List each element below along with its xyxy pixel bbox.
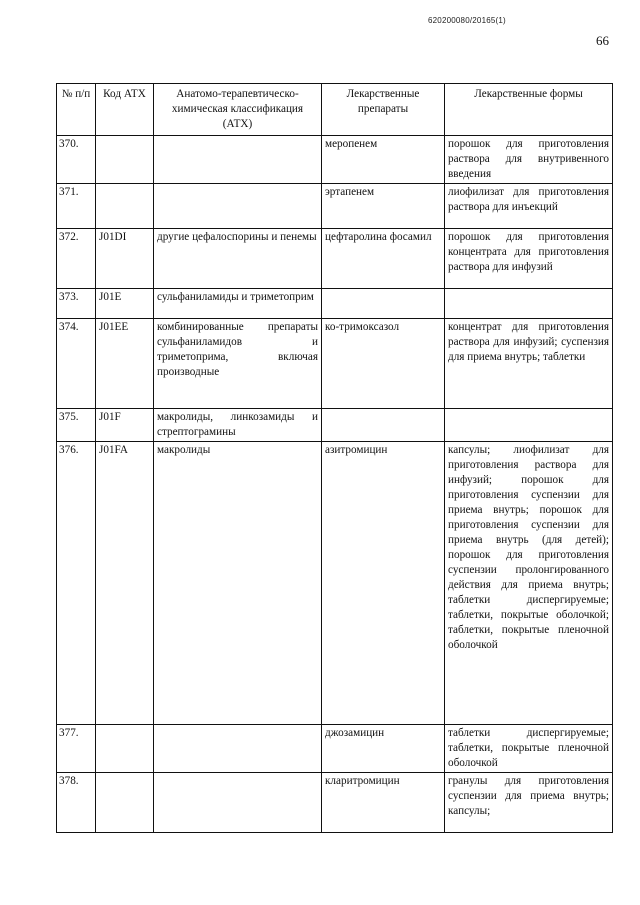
row-forms: гранулы для приготовления суспензии для приема внутрь; капсулы; xyxy=(445,773,613,833)
row-atc xyxy=(154,136,322,184)
row-atc xyxy=(154,184,322,229)
row-atc: макролиды, линкозамиды и стрептограмины xyxy=(154,409,322,442)
row-forms: порошок для приготовления концентрата для приготовления раствора для инфузий xyxy=(445,229,613,289)
row-code: J01F xyxy=(96,409,154,442)
row-number: 370. xyxy=(57,136,96,184)
row-code: J01E xyxy=(96,289,154,319)
row-number: 377. xyxy=(57,725,96,773)
table-row xyxy=(57,442,613,725)
row-number: 372. xyxy=(57,229,96,289)
table-row xyxy=(57,184,613,229)
drug-classification-table xyxy=(56,83,613,833)
row-atc xyxy=(154,773,322,833)
header-drugs: Лекарственные препараты xyxy=(322,84,445,136)
row-atc: другие цефалоспорины и пенемы xyxy=(154,229,322,289)
row-number: 373. xyxy=(57,289,96,319)
header-number: № п/п xyxy=(57,84,96,136)
table-row xyxy=(57,136,613,184)
header-atc-code: Код АТХ xyxy=(96,84,154,136)
table-row xyxy=(57,289,613,319)
table-row xyxy=(57,229,613,289)
row-drug: ко-тримоксазол xyxy=(322,319,445,409)
row-atc: комбинированные препараты сульфаниламидов и триметоприма, включая производные xyxy=(154,319,322,409)
row-code xyxy=(96,184,154,229)
row-drug: джозамицин xyxy=(322,725,445,773)
row-atc: сульфаниламиды и триметоприм xyxy=(154,289,322,319)
document-id: 620200080/20165(1) xyxy=(428,16,506,25)
row-forms xyxy=(445,409,613,442)
table-header-row xyxy=(57,84,613,136)
table-row xyxy=(57,773,613,833)
row-number: 375. xyxy=(57,409,96,442)
page-number: 66 xyxy=(596,33,609,48)
row-forms: капсулы; лиофилизат для приготовления раствора для инфузий; порошок для приготовления суспензии для приема внутрь; порошок для приготовления суспензии для приема внутрь (для детей); порошок для приготовления суспензии пролонгированного действия для приема внутрь; таблетки диспергируемые; таблетки, покрытые оболочкой; таблетки, покрытые пленочной оболочкой xyxy=(445,442,613,725)
table-row xyxy=(57,319,613,409)
row-number: 376. xyxy=(57,442,96,725)
row-forms: концентрат для приготовления раствора для инфузий; суспензия для приема внутрь; таблетки xyxy=(445,319,613,409)
row-code: J01EE xyxy=(96,319,154,409)
row-forms: порошок для приготовления раствора для внутривенного введения xyxy=(445,136,613,184)
row-drug: меропенем xyxy=(322,136,445,184)
row-atc: макролиды xyxy=(154,442,322,725)
row-code: J01DI xyxy=(96,229,154,289)
row-code xyxy=(96,136,154,184)
row-atc xyxy=(154,725,322,773)
row-number: 374. xyxy=(57,319,96,409)
row-number: 371. xyxy=(57,184,96,229)
row-code xyxy=(96,725,154,773)
header-atc-classification: Анатомо-терапевтическо-химическая классификация (АТХ) xyxy=(154,84,322,136)
table-row xyxy=(57,409,613,442)
table-row xyxy=(57,725,613,773)
row-forms: лиофилизат для приготовления раствора для инъекций xyxy=(445,184,613,229)
row-code xyxy=(96,773,154,833)
row-forms: таблетки диспергируемые; таблетки, покрытые пленочной оболочкой xyxy=(445,725,613,773)
row-drug: азитромицин xyxy=(322,442,445,725)
row-drug: цефтаролина фосамил xyxy=(322,229,445,289)
row-drug xyxy=(322,409,445,442)
row-drug: эртапенем xyxy=(322,184,445,229)
row-drug: кларитромицин xyxy=(322,773,445,833)
row-code: J01FA xyxy=(96,442,154,725)
row-number: 378. xyxy=(57,773,96,833)
row-forms xyxy=(445,289,613,319)
header-dosage-forms: Лекарственные формы xyxy=(445,84,613,136)
row-drug xyxy=(322,289,445,319)
